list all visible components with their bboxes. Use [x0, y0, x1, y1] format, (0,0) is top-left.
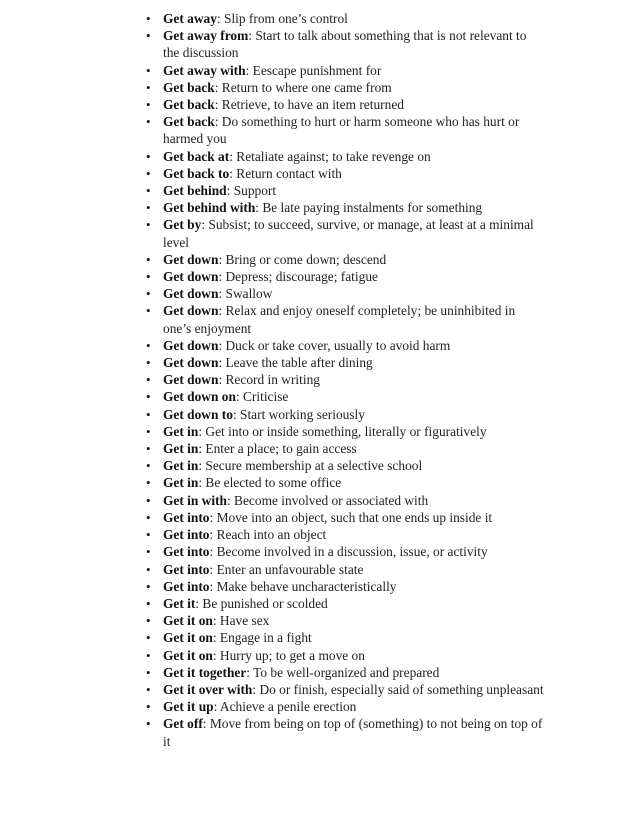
- entry-definition: : Relax and enjoy oneself completely; be uninhibited in one’s enjoyment: [163, 303, 516, 336]
- entry-term: Get in: [163, 458, 199, 474]
- list-item: [146, 629, 546, 646]
- entry-definition: : Depress; discourage; fatigue: [218, 269, 378, 285]
- entry-definition: : Do or finish, especially said of something unpleasant: [252, 681, 544, 697]
- entry-term: Get it on: [163, 630, 213, 646]
- list-item: [146, 543, 546, 560]
- entry-definition: : Start working seriously: [232, 406, 365, 422]
- list-item: [146, 406, 546, 423]
- bullet-icon: •: [146, 699, 151, 715]
- entry-term: Get it: [163, 595, 196, 611]
- entry-definition: : Support: [226, 183, 277, 199]
- phrasal-verb-list: [0, 10, 546, 750]
- entry-term: Get down to: [163, 406, 233, 422]
- list-item: [146, 62, 546, 79]
- entry-term: Get down: [163, 251, 219, 267]
- entry-term: Get behind: [163, 183, 227, 199]
- bullet-icon: •: [146, 28, 151, 44]
- entry-term: Get back: [163, 79, 215, 95]
- bullet-icon: •: [146, 217, 151, 233]
- entry-definition: : Be punished or scolded: [195, 595, 328, 611]
- entry-term: Get into: [163, 561, 210, 577]
- bullet-icon: •: [146, 716, 151, 732]
- bullet-icon: •: [146, 475, 151, 491]
- entry-term: Get back at: [163, 148, 230, 164]
- bullet-icon: •: [146, 613, 151, 629]
- bullet-icon: •: [146, 165, 151, 181]
- entry-definition: : Enter an unfavourable state: [209, 561, 364, 577]
- list-item: [146, 148, 546, 165]
- bullet-icon: •: [146, 509, 151, 525]
- entry-term: Get back: [163, 97, 215, 113]
- entry-term: Get in: [163, 475, 199, 491]
- entry-definition: : Do something to hurt or harm someone who has hurt or harmed you: [163, 114, 520, 147]
- bullet-icon: •: [146, 251, 151, 267]
- entry-term: Get it over with: [163, 681, 253, 697]
- entry-term: Get away with: [163, 62, 246, 78]
- list-item: [146, 474, 546, 491]
- bullet-icon: •: [146, 62, 151, 78]
- bullet-icon: •: [146, 647, 151, 663]
- bullet-icon: •: [146, 389, 151, 405]
- list-item: [146, 96, 546, 113]
- entry-term: Get back to: [163, 165, 230, 181]
- entry-definition: : Move into an object, such that one ends up inside it: [209, 509, 493, 525]
- entry-term: Get in: [163, 441, 199, 457]
- entry-definition: : Retrieve, to have an item returned: [214, 97, 404, 113]
- entry-definition: : Secure membership at a selective school: [198, 458, 423, 474]
- bullet-icon: •: [146, 458, 151, 474]
- entry-term: Get off: [163, 716, 203, 732]
- entry-term: Get back: [163, 114, 215, 130]
- list-item: [146, 354, 546, 371]
- entry-definition: : Leave the table after dining: [218, 355, 373, 371]
- list-item: [146, 388, 546, 405]
- bullet-icon: •: [146, 183, 151, 199]
- bullet-icon: •: [146, 423, 151, 439]
- entry-definition: : Make behave uncharacteristically: [209, 578, 397, 594]
- bullet-icon: •: [146, 79, 151, 95]
- list-item: [146, 302, 546, 336]
- entry-definition: : To be well-organized and prepared: [246, 664, 440, 680]
- entry-term: Get down on: [163, 389, 236, 405]
- entry-definition: : Hurry up; to get a move on: [212, 647, 365, 663]
- bullet-icon: •: [146, 148, 151, 164]
- entry-definition: : Achieve a penile erection: [213, 699, 357, 715]
- list-item: [146, 10, 546, 27]
- list-item: [146, 268, 546, 285]
- entry-definition: : Move from being on top of (something) to not being on top of it: [163, 716, 543, 749]
- entry-definition: : Become involved or associated with: [226, 492, 429, 508]
- bullet-icon: •: [146, 441, 151, 457]
- list-item: [146, 698, 546, 715]
- entry-definition: : Retaliate against; to take revenge on: [229, 148, 431, 164]
- entry-term: Get it up: [163, 699, 214, 715]
- bullet-icon: •: [146, 664, 151, 680]
- list-item: [146, 165, 546, 182]
- entry-term: Get down: [163, 372, 219, 388]
- bullet-icon: •: [146, 561, 151, 577]
- entry-definition: : Eescape punishment for: [245, 62, 382, 78]
- bullet-icon: •: [146, 492, 151, 508]
- list-item: [146, 251, 546, 268]
- bullet-icon: •: [146, 544, 151, 560]
- list-item: [146, 423, 546, 440]
- list-item: [146, 509, 546, 526]
- entry-definition: : Return to where one came from: [214, 79, 392, 95]
- bullet-icon: •: [146, 578, 151, 594]
- entry-term: Get behind with: [163, 200, 256, 216]
- bullet-icon: •: [146, 286, 151, 302]
- entry-term: Get down: [163, 269, 219, 285]
- bullet-icon: •: [146, 681, 151, 697]
- list-item: [146, 337, 546, 354]
- entry-definition: : Engage in a fight: [212, 630, 312, 646]
- list-item: [146, 182, 546, 199]
- entry-definition: : Be late paying instalments for something: [255, 200, 483, 216]
- bullet-icon: •: [146, 269, 151, 285]
- list-item: [146, 664, 546, 681]
- list-item: [146, 526, 546, 543]
- entry-term: Get it together: [163, 664, 247, 680]
- entry-definition: : Bring or come down; descend: [218, 251, 387, 267]
- list-item: [146, 440, 546, 457]
- list-item: [146, 647, 546, 664]
- entry-term: Get down: [163, 303, 219, 319]
- bullet-icon: •: [146, 337, 151, 353]
- entry-term: Get down: [163, 355, 219, 371]
- list-item: [146, 612, 546, 629]
- bullet-icon: •: [146, 372, 151, 388]
- entry-definition: : Enter a place; to gain access: [198, 441, 357, 457]
- entry-definition: : Criticise: [235, 389, 289, 405]
- list-item: [146, 715, 546, 749]
- entry-definition: : Return contact with: [229, 165, 342, 181]
- bullet-icon: •: [146, 200, 151, 216]
- list-item: [146, 457, 546, 474]
- bullet-icon: •: [146, 595, 151, 611]
- bullet-icon: •: [146, 406, 151, 422]
- list-item: [146, 371, 546, 388]
- entry-term: Get in: [163, 423, 199, 439]
- bullet-icon: •: [146, 114, 151, 130]
- list-item: [146, 578, 546, 595]
- list-item: [146, 595, 546, 612]
- bullet-icon: •: [146, 527, 151, 543]
- bullet-icon: •: [146, 11, 151, 26]
- list-item: [146, 216, 546, 250]
- entry-definition: : Swallow: [218, 286, 273, 302]
- bullet-icon: •: [146, 355, 151, 371]
- phrasal-verb-document: [0, 10, 638, 750]
- list-item: [146, 681, 546, 698]
- entry-term: Get into: [163, 509, 210, 525]
- entry-term: Get it on: [163, 613, 213, 629]
- entry-definition: : Record in writing: [218, 372, 320, 388]
- list-item: [146, 199, 546, 216]
- bullet-icon: •: [146, 303, 151, 319]
- entry-definition: : Be elected to some office: [198, 475, 342, 491]
- entry-term: Get into: [163, 527, 210, 543]
- list-item: [146, 27, 546, 61]
- entry-term: Get away: [163, 11, 217, 26]
- entry-term: Get into: [163, 544, 210, 560]
- entry-term: Get away from: [163, 28, 249, 44]
- bullet-icon: •: [146, 97, 151, 113]
- list-item: [146, 561, 546, 578]
- entry-term: Get by: [163, 217, 202, 233]
- list-item: [146, 79, 546, 96]
- entry-definition: : Get into or inside something, literally or figuratively: [198, 423, 487, 439]
- entry-term: Get into: [163, 578, 210, 594]
- entry-term: Get it on: [163, 647, 213, 663]
- entry-definition: : Have sex: [212, 613, 270, 629]
- list-item: [146, 285, 546, 302]
- entry-term: Get down: [163, 337, 219, 353]
- entry-definition: : Reach into an object: [209, 527, 327, 543]
- bullet-icon: •: [146, 630, 151, 646]
- entry-definition: : Become involved in a discussion, issue, or activity: [209, 544, 488, 560]
- entry-term: Get down: [163, 286, 219, 302]
- list-item: [146, 492, 546, 509]
- entry-term: Get in with: [163, 492, 227, 508]
- entry-definition: : Subsist; to succeed, survive, or manage, at least at a minimal level: [163, 217, 534, 250]
- entry-definition: : Start to talk about something that is not relevant to the discussion: [163, 28, 527, 61]
- entry-definition: : Slip from one’s control: [216, 11, 348, 26]
- list-item: [146, 113, 546, 147]
- entry-definition: : Duck or take cover, usually to avoid harm: [218, 337, 451, 353]
